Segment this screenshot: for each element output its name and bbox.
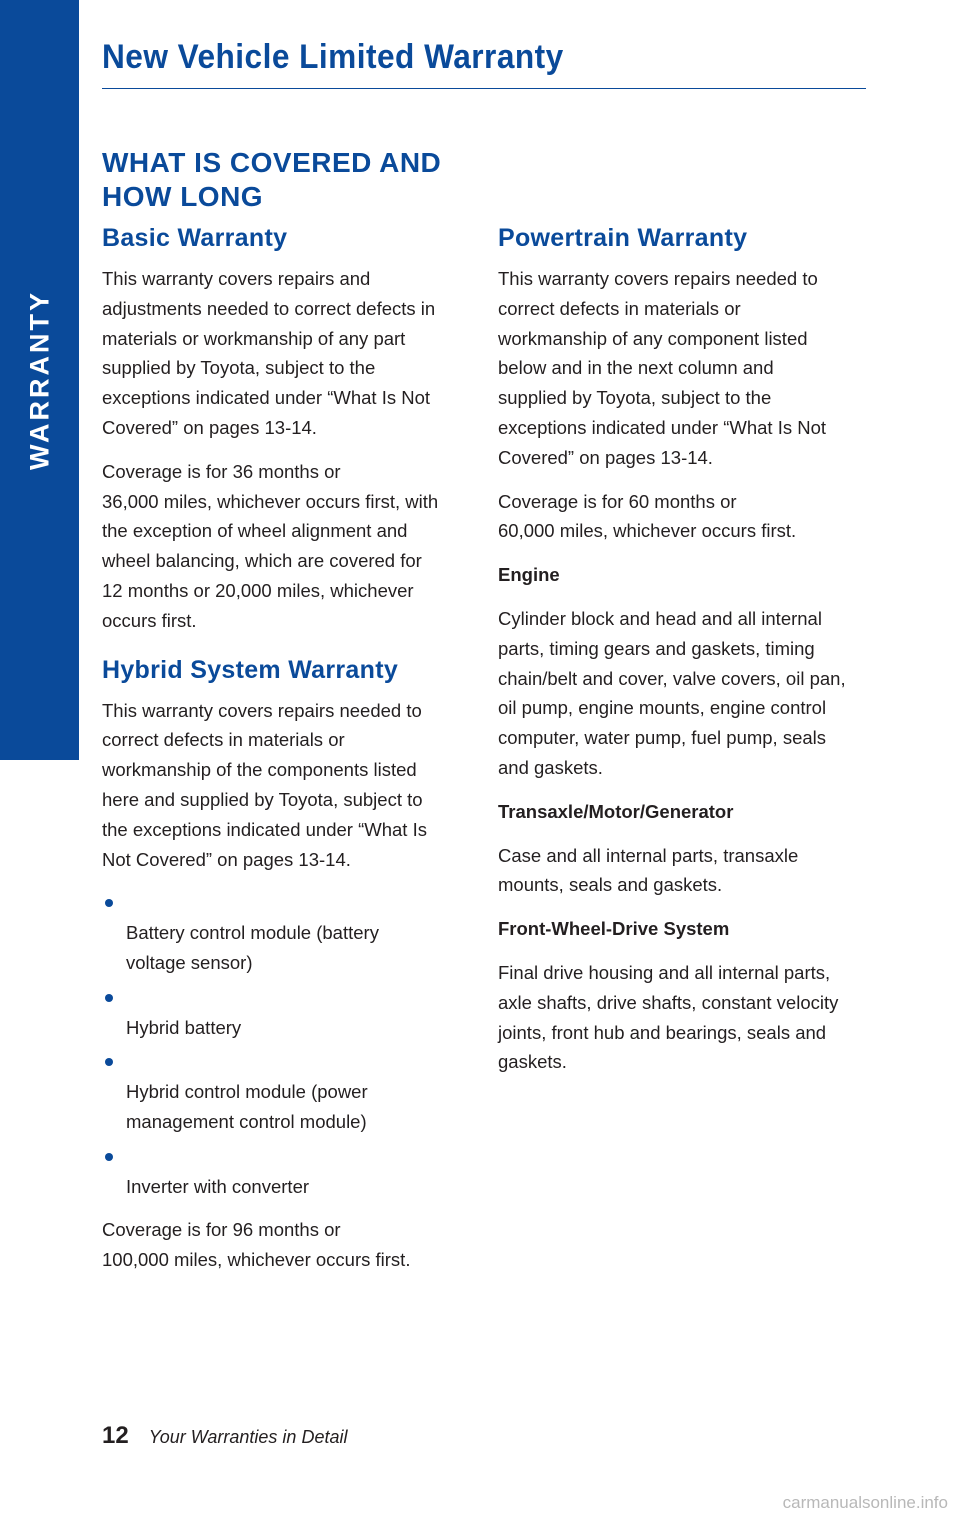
- basic-warranty-heading: Basic Warranty: [102, 224, 288, 252]
- list-item-text: Inverter with converter: [126, 1175, 310, 1197]
- right-column: [498, 222, 863, 1091]
- hybrid-warranty-heading: Hybrid System Warranty: [102, 655, 399, 684]
- page-footer: [102, 1422, 347, 1450]
- powertrain-warranty-coverage: Coverage is for 60 months or 60,000 miles, whichever occurs first.: [498, 490, 797, 542]
- transaxle-label: Transaxle/Motor/Generator: [498, 800, 734, 822]
- engine-components: Cylinder block and head and all internal parts, timing gears and gaskets, timing chain/belt and cover, valve covers, oil pan, oil pump, engine mounts, engine control computer, water pump, fuel pump, seals and gaskets.: [498, 607, 846, 778]
- front-wheel-drive-label: Front-Wheel-Drive System: [498, 918, 730, 940]
- list-item-text: Hybrid battery: [126, 1016, 242, 1038]
- watermark: carmanualsonline.info: [782, 1493, 948, 1512]
- transaxle-components: Case and all internal parts, transaxle mounts, seals and gaskets.: [498, 844, 799, 896]
- powertrain-warranty-description: This warranty covers repairs needed to correct defects in materials or workmanship of any component listed below and in the next column and supplied by Toyota, subject to the exceptions indicated under “What Is Not Covered” on pages 13-14.: [498, 268, 827, 468]
- list-item: [102, 888, 467, 977]
- bullet-icon: [105, 1058, 113, 1066]
- hybrid-warranty-coverage: Coverage is for 96 months or 100,000 miles, whichever occurs first.: [102, 1219, 411, 1271]
- list-item-text: Hybrid control module (power management control module): [126, 1081, 368, 1132]
- side-tab-label: WARRANTY: [24, 290, 55, 470]
- list-item-text: Battery control module (battery voltage sensor): [126, 922, 379, 973]
- list-item: [102, 1142, 467, 1202]
- side-tab: [0, 0, 79, 760]
- powertrain-warranty-heading: Powertrain Warranty: [498, 224, 748, 252]
- section-heading: WHAT IS COVERED AND HOW LONG: [102, 147, 442, 212]
- basic-warranty-description: This warranty covers repairs and adjustments needed to correct defects in materials or workmanship of any part supplied by Toyota, subject to the exceptions indicated under “What Is Not Covered” on pages 13-14.: [102, 268, 436, 438]
- bullet-icon: [105, 994, 113, 1002]
- page-title: New Vehicle Limited Warranty: [102, 38, 564, 76]
- hybrid-components-list: [102, 888, 467, 1201]
- bullet-icon: [105, 899, 113, 907]
- hybrid-warranty-description: This warranty covers repairs needed to correct defects in materials or workmanship of the components listed here and supplied by Toyota, subject to the exceptions indicated under “What Is Not Covered” on pages 13-14.: [102, 699, 427, 870]
- front-wheel-drive-components: Final drive housing and all internal parts, axle shafts, drive shafts, constant velocity joints, front hub and bearings, seals and gaskets.: [498, 961, 839, 1073]
- list-item: [102, 983, 467, 1043]
- bullet-icon: [105, 1153, 113, 1161]
- engine-label: Engine: [498, 564, 560, 586]
- basic-warranty-coverage: Coverage is for 36 months or 36,000 miles, whichever occurs first, with the exception of wheel alignment and wheel balancing, which are covered for 12 months or 20,000 miles, whichever occurs first.: [102, 460, 439, 631]
- list-item: [102, 1047, 467, 1136]
- footer-title: Your Warranties in Detail: [148, 1427, 348, 1447]
- page-number: 12: [102, 1422, 129, 1449]
- left-column: [102, 222, 467, 1289]
- title-divider: [102, 88, 866, 89]
